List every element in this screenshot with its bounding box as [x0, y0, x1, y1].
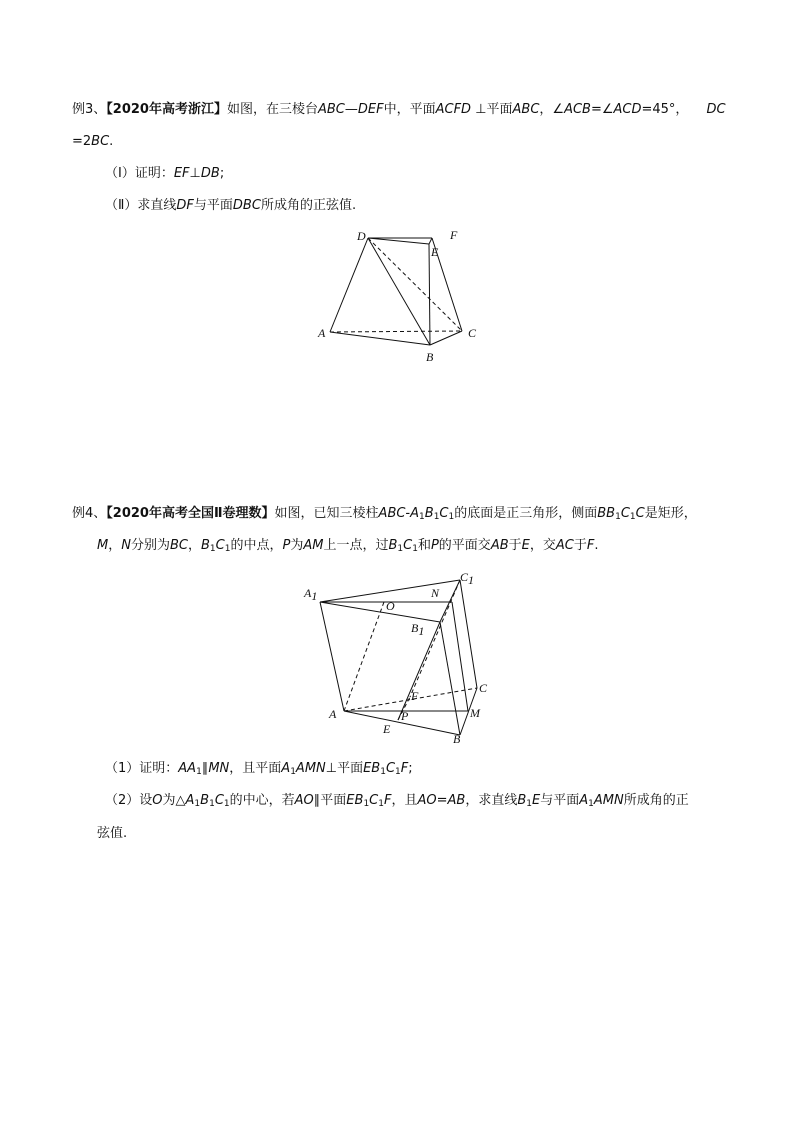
text: （Ⅰ）证明：	[105, 166, 174, 181]
edge-DB	[368, 238, 430, 345]
text: 中，平面	[383, 102, 436, 117]
label-sub: 1	[468, 573, 475, 587]
text: 所成角的正	[623, 793, 689, 808]
math: DBC	[232, 198, 261, 213]
math: BC	[91, 134, 110, 149]
math: B	[200, 793, 210, 808]
math: AB	[447, 793, 466, 808]
math: DEF	[357, 102, 384, 117]
math: DC	[706, 102, 726, 117]
ex3-part2	[105, 197, 356, 215]
math: AO	[417, 793, 437, 808]
math: P	[282, 538, 291, 553]
label-letter: B	[411, 621, 419, 635]
edge-AC-hidden	[330, 331, 462, 332]
subscript: 1	[290, 767, 296, 777]
label-A1	[303, 586, 317, 603]
math: O	[152, 793, 163, 808]
text: 为△	[162, 793, 186, 808]
text: 为	[290, 538, 304, 553]
text: ，且	[391, 793, 418, 808]
math: B	[424, 506, 434, 521]
edge-DE	[368, 238, 429, 244]
label-letter: A	[304, 586, 312, 600]
text: ，求直线	[465, 793, 518, 808]
math: A	[579, 793, 589, 808]
text: ;	[408, 761, 413, 776]
edge-BC	[430, 331, 462, 345]
text: 与平面	[540, 793, 580, 808]
label-C1	[460, 570, 474, 587]
text: 和	[417, 538, 431, 553]
math: AO	[294, 793, 314, 808]
label-E: E	[383, 722, 391, 736]
ex4-part2-cont	[97, 825, 127, 843]
math: A	[185, 793, 195, 808]
text: =2	[72, 134, 92, 149]
text: 与平面	[193, 198, 233, 213]
math: ABC-A	[378, 506, 420, 521]
subscript: 1	[397, 544, 404, 554]
text: 的平面交	[438, 538, 491, 553]
text: ，交	[529, 538, 556, 553]
label-A: A	[329, 707, 337, 721]
text: ∥	[201, 761, 209, 776]
math: F	[400, 761, 409, 776]
text: —	[344, 102, 358, 117]
text: ∥平面	[313, 793, 347, 808]
text: ，且平面	[229, 761, 282, 776]
text: ⊥平面	[325, 761, 364, 776]
math: BC	[169, 538, 188, 553]
text: 于	[508, 538, 522, 553]
label-C: C	[479, 681, 488, 695]
edge-EF	[429, 238, 432, 244]
subscript: 1	[223, 799, 230, 809]
math: C	[215, 538, 225, 553]
ex4-line1	[72, 505, 697, 526]
math: F	[586, 538, 595, 553]
math: DF	[176, 198, 194, 213]
text: =∠	[590, 102, 614, 117]
math: MN	[208, 761, 230, 776]
text: 的底面是正三角形，侧面	[454, 506, 598, 521]
label-D: D	[357, 229, 366, 243]
math: ACB	[564, 102, 591, 117]
math: AMN	[295, 761, 326, 776]
math: AMN	[593, 793, 624, 808]
label-E: E	[431, 245, 439, 259]
edge-B1C1	[440, 580, 460, 622]
text: 上一点，过	[323, 538, 389, 553]
text: 于	[573, 538, 587, 553]
subscript: 1	[380, 767, 386, 777]
subscript: 1	[588, 799, 594, 809]
subscript: 1	[412, 544, 418, 554]
math: AC	[555, 538, 574, 553]
edge-A1A	[320, 602, 344, 711]
text: 的中心，若	[229, 793, 295, 808]
math: B	[517, 793, 527, 808]
label-sub: 1	[418, 624, 425, 638]
subscript: 1	[615, 512, 621, 522]
label-B1	[411, 621, 424, 638]
edge-AO-hidden	[344, 602, 384, 711]
subscript: 1	[378, 799, 384, 809]
text: 如图，已知三棱柱	[274, 506, 379, 521]
math: P	[430, 538, 439, 553]
math: C	[214, 793, 224, 808]
math: DB	[200, 166, 220, 181]
text: （Ⅱ）求直线	[105, 198, 177, 213]
subscript: 1	[209, 544, 216, 554]
math: E	[521, 538, 530, 553]
text: ，∠	[539, 102, 565, 117]
math: C	[369, 793, 379, 808]
text: 所成角的正弦值.	[260, 198, 357, 213]
math: ABC	[512, 102, 540, 117]
text: ⊥	[189, 166, 201, 181]
text: .	[594, 538, 599, 553]
text: （1）证明：	[105, 761, 179, 776]
text: 弦值.	[97, 826, 128, 841]
math: F	[383, 793, 392, 808]
label-O: O	[386, 599, 395, 613]
math: EB	[346, 793, 364, 808]
ex3-source: 【2020年高考浙江】	[106, 102, 227, 117]
text: （2）设	[105, 793, 153, 808]
ex4-line2	[97, 537, 599, 558]
subscript: 1	[526, 799, 533, 809]
ex4-source: 【2020年高考全国Ⅱ卷理数】	[106, 506, 275, 521]
ex4-part2	[105, 792, 689, 813]
label-A: A	[318, 326, 326, 340]
edge-DA	[330, 238, 368, 332]
label-P: P	[401, 709, 409, 723]
ex3-number: 例3、	[72, 102, 107, 117]
math: C	[439, 506, 449, 521]
label-letter: C	[460, 570, 469, 584]
text: ;	[219, 166, 225, 181]
label-sub: 1	[311, 589, 318, 603]
subscript: 1	[194, 799, 201, 809]
subscript: 1	[433, 512, 440, 522]
subscript: 1	[224, 544, 231, 554]
subscript: 1	[363, 799, 370, 809]
subscript: 1	[395, 767, 401, 777]
math: M	[97, 538, 109, 553]
text: =45°，	[641, 102, 689, 117]
math: ACFD	[435, 102, 472, 117]
subscript: 1	[196, 767, 202, 777]
text: ，	[187, 538, 201, 553]
math: C	[635, 506, 645, 521]
edge-AB	[330, 332, 430, 345]
subscript: 1	[629, 512, 636, 522]
math: AM	[303, 538, 324, 553]
math: AB	[490, 538, 509, 553]
math: AA	[178, 761, 197, 776]
ex4-figure	[300, 565, 510, 750]
text: ⊥平面	[471, 102, 513, 117]
label-N: N	[431, 586, 440, 600]
text: 的中点，	[230, 538, 283, 553]
label-F: F	[411, 689, 419, 703]
math: B	[201, 538, 210, 553]
ex3-figure	[310, 225, 490, 370]
subscript: 1	[448, 512, 455, 522]
edge-DC-hidden	[368, 238, 462, 331]
math: C	[620, 506, 630, 521]
math: ABC	[317, 102, 345, 117]
edge-EB	[429, 244, 430, 345]
math: A	[281, 761, 291, 776]
ex3-line2	[72, 133, 113, 151]
math: C	[403, 538, 413, 553]
text: 是矩形，	[644, 506, 697, 521]
text: ，	[108, 538, 122, 553]
text: =	[436, 793, 448, 808]
math: B	[388, 538, 398, 553]
label-B: B	[453, 732, 461, 746]
label-B: B	[426, 350, 434, 364]
ex3-line1	[72, 101, 726, 119]
label-F: F	[450, 228, 458, 242]
math: N	[121, 538, 131, 553]
math: C	[385, 761, 396, 776]
text: .	[109, 134, 114, 149]
subscript: 1	[209, 799, 215, 809]
ex4-part1	[105, 760, 413, 781]
math: EB	[363, 761, 381, 776]
text: 如图，在三棱台	[226, 102, 318, 117]
math: ACD	[613, 102, 642, 117]
ex4-number: 例4、	[72, 506, 107, 521]
math: EF	[173, 166, 190, 181]
label-M: M	[470, 706, 480, 720]
ex3-part1	[105, 165, 224, 183]
math: BB	[597, 506, 616, 521]
label-C: C	[468, 326, 477, 340]
subscript: 1	[419, 512, 425, 522]
text: 分别为	[130, 538, 170, 553]
math: E	[532, 793, 541, 808]
